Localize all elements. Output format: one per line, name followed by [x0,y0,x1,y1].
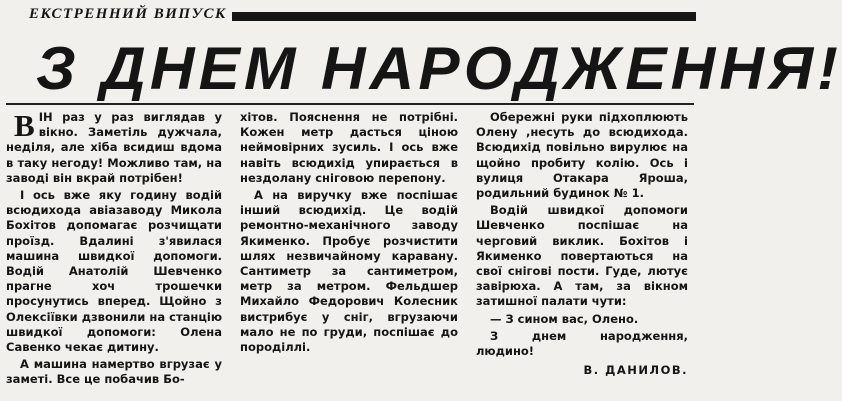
paragraph-text: ІН раз у раз виглядав у вікно. Заметіль дужчала, неділя, але хіба всидиш вдома в таку негоду! Можливо там, на заводі він вкрай потрібен! [6,110,222,185]
paragraph: І ось вже яку годину водій всюдихода авіазаводу Микола Бохітов допомагає розчищати проїзд. Вдалині з'явилася машина швидкої допомоги. Водій Анатолій Шевченко прагне хоч трошечки просунутись вперед. Щойно з Олексіївки дзвонили на станцію швидкої допомоги: Олена Савенко чекає дитину. [6,188,222,355]
author-signature: В. ДАНИЛОВ. [583,363,688,378]
paragraph: З днем народження, людино! [476,328,688,359]
black-rule-bar [232,12,696,21]
headline: З ДНЕМ НАРОДЖЕННЯ! [36,35,842,102]
paragraph: хітов. Пояснення не потрібні. Кожен метр дасться ціною неймовірних зусиль. І ось вже навіть всюдихід упирається в нездолану сніговою перепону. [240,110,458,185]
masthead-row [0,6,700,28]
drop-cap: В [14,108,35,143]
article-column-1 [6,110,222,388]
paragraph: Обережні руки підхоплюють Олену ,несуть до всюдихода. Всюдихід повільно вирулює на щойно пробиту колію. Ось і вулиця Отакара Яроша, родильний будинок № 1. [476,110,688,201]
divider-rule [6,103,694,105]
paragraph: А машина намертво вгрузає у заметі. Все це побачив Бо- [6,357,222,387]
paragraph: Водій швидкої допомоги Шевченко поспішає на черговий виклик. Бохітов і Якименко повертаються на свої снігові пости. Гуде, лютує завірюха. А там, за вікном затишної палати чути: [476,203,688,309]
paragraph [6,110,222,186]
section-kicker: ЕКСТРЕННИЙ ВИПУСК [29,6,227,22]
article-column-3 [476,110,688,378]
article-column-2 [240,110,458,355]
paragraph: А на виручку вже поспішає інший всюдихід. Це водій ремонтно-механічного заводу Якименко. Пробує розчистити шлях незвичайному каравану. Сантиметр за сантиметром, метр за метром. Фельдшер Михайло Федорович Колесник вистрибує у сніг, вгрузаючи мало не по груди, поспішає до породіллі. [240,188,458,355]
paragraph: — З сином вас, Олено. [490,311,639,326]
